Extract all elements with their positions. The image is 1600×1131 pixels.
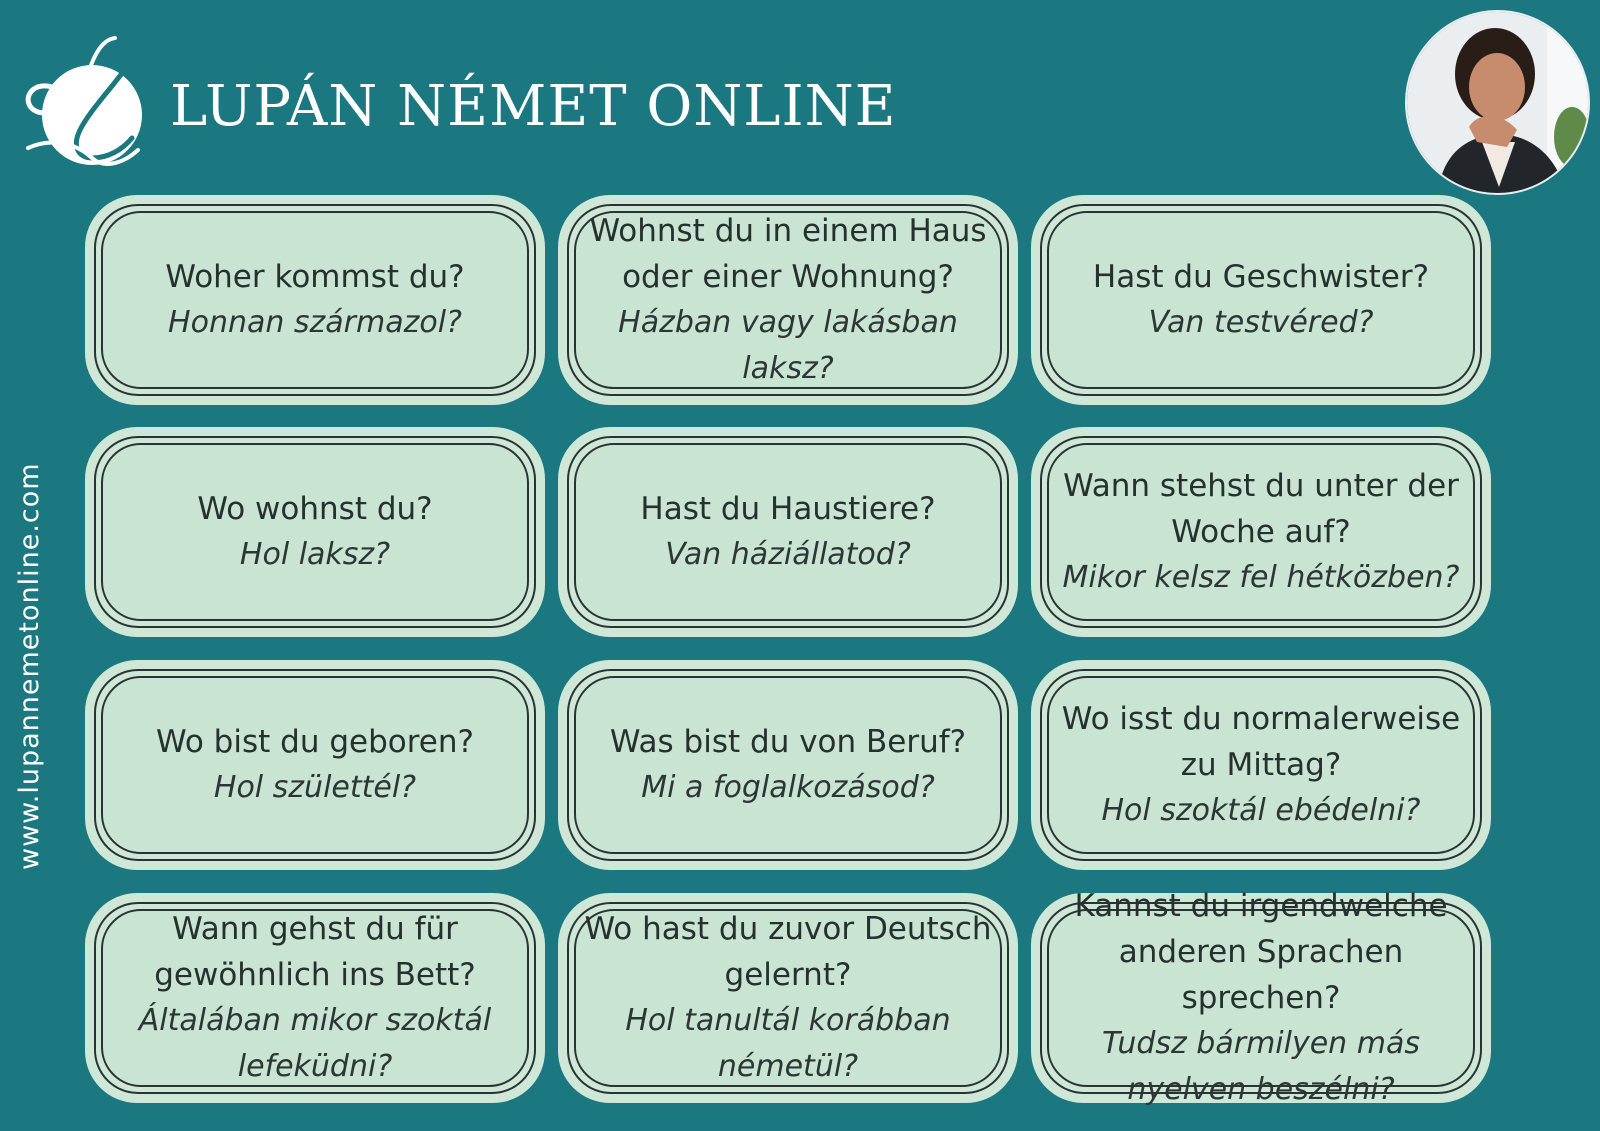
question-hungarian: Hol laksz? — [239, 537, 391, 572]
question-hungarian: Mikor kelsz fel hétközben? — [1062, 560, 1460, 595]
question-hungarian: Mi a foglalkozásod? — [641, 770, 935, 805]
question-german: Wann gehst du für gewöhnlich ins Bett? — [154, 911, 476, 993]
question-hungarian: Hol tanultál korábban németül? — [625, 1003, 951, 1084]
brand-logo — [20, 30, 145, 170]
card-text — [85, 427, 545, 637]
question-hungarian: Van háziállatod? — [665, 537, 911, 572]
card-text — [85, 195, 545, 405]
card-text — [85, 893, 545, 1103]
question-card — [85, 893, 545, 1103]
question-german: Wo isst du normalerweise zu Mittag? — [1061, 701, 1461, 783]
question-hungarian: Hol születtél? — [213, 770, 417, 805]
question-card — [1031, 888, 1491, 1107]
question-card — [85, 195, 545, 405]
question-card — [558, 195, 1018, 405]
card-text — [1031, 660, 1491, 870]
question-hungarian: Tudsz bármilyen más nyelven beszélni? — [1102, 1026, 1420, 1107]
card-text — [558, 893, 1018, 1103]
question-german: Woher kommst du? — [165, 259, 465, 295]
question-card — [1031, 195, 1491, 405]
question-hungarian: Általában mikor szoktál lefeküdni? — [138, 1003, 492, 1084]
question-hungarian: Van testvéred? — [1148, 305, 1374, 340]
question-german: Hast du Haustiere? — [640, 491, 936, 527]
question-german: Wohnst du in einem Haus oder einer Wohnung? — [589, 213, 987, 295]
question-card — [558, 893, 1018, 1103]
question-hungarian: Honnan származol? — [168, 305, 462, 340]
card-text — [558, 660, 1018, 870]
question-hungarian: Házban vagy lakásban laksz? — [618, 305, 958, 386]
question-hungarian: Hol szoktál ebédelni? — [1101, 793, 1421, 828]
card-text — [1031, 888, 1491, 1107]
question-german: Hast du Geschwister? — [1092, 259, 1430, 295]
question-card — [85, 427, 545, 637]
avatar — [1405, 10, 1590, 195]
card-text — [85, 660, 545, 870]
question-german: Wo wohnst du? — [197, 491, 433, 527]
question-german: Kannst du irgendwelche anderen Sprachen sprechen? — [1074, 888, 1448, 1016]
question-german: Wo hast du zuvor Deutsch gelernt? — [584, 911, 992, 993]
question-card — [1031, 660, 1491, 870]
question-german: Wann stehst du unter der Woche auf? — [1063, 468, 1459, 550]
question-german: Was bist du von Beruf? — [609, 724, 967, 760]
question-card — [558, 660, 1018, 870]
card-text — [558, 427, 1018, 637]
card-text — [1031, 195, 1491, 405]
question-card — [558, 427, 1018, 637]
question-german: Wo bist du geboren? — [156, 724, 474, 760]
question-card — [1031, 427, 1491, 637]
card-text — [1031, 427, 1491, 637]
question-card — [85, 660, 545, 870]
website-url[interactable]: www.lupannemetonline.com — [14, 462, 45, 870]
card-text — [558, 195, 1018, 405]
brand-title: LUPÁN NÉMET ONLINE — [170, 74, 897, 139]
